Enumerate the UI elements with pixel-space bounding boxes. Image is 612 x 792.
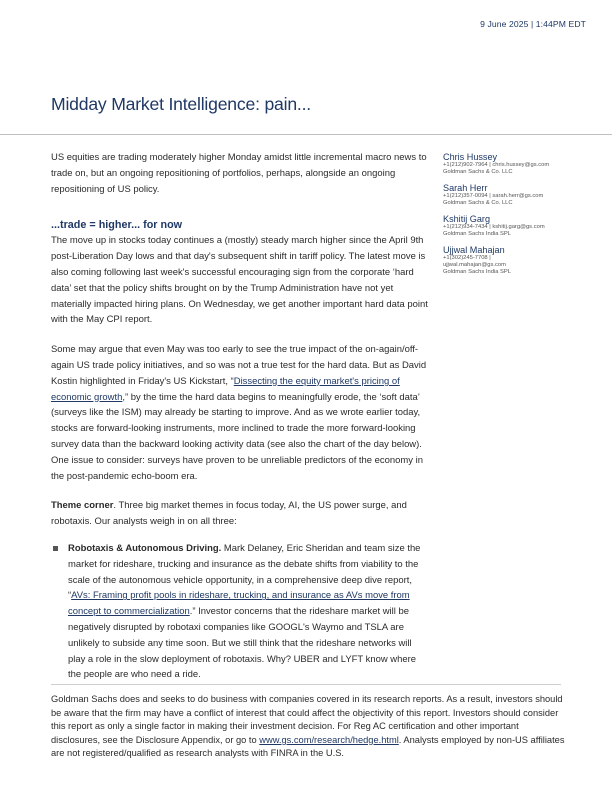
author-name: Kshitij Garg [443, 214, 491, 224]
market-paragraph: The move up in stocks today continues a (mostly) steady march higher since the April 9th post-Liberation Day lows and that day's subsequent shift in tariff policy. The latest move is also coming following last week's successful encouraging sign from the corporate ‘hard data’ set that the policy shifts brought on by the Trump Administration have not yet materially impacted hiring plans. On Wednesday, we get another important hard data point with the May CPI report. [51, 235, 428, 326]
main-body [51, 150, 429, 683]
author-firm: Goldman Sachs & Co. LLC [443, 169, 513, 175]
hard-data-text-start: Some may argue that even May was too early to see the true impact of the on-again/off-again US trade policy initiatives, and so was not a true test for the hard data. But as David Kostin highlighted in Friday's US Kickstart, “ [51, 344, 427, 387]
theme-corner-text: . Three big market themes in focus today, AI, the US power surge, and robotaxis. Our analysts weigh in on all three: [51, 500, 407, 528]
author-firm: Goldman Sachs India SPL [443, 231, 511, 237]
author-contact[interactable]: +1(212)357-0094 | sarah.herr@gs.com [443, 193, 544, 199]
report-dateline: 9 June 2025 | 1:44PM EDT [480, 19, 586, 29]
theme-corner-paragraph [51, 498, 429, 530]
author-name: Sarah Herr [443, 183, 488, 193]
kickstart-report-link[interactable]: Dissecting the equity market's pricing of economic growth [51, 375, 400, 403]
theme-corner-label: Theme corner [51, 500, 114, 512]
author-block [443, 183, 593, 207]
disclaimer [51, 693, 566, 761]
title-divider [0, 134, 612, 135]
author-firm: Goldman Sachs India SPL [443, 269, 511, 275]
intro-paragraph: US equities are trading moderately higher Monday amidst little incremental macro news to trade on, but an ongoing repositioning of portfolios, perhaps, alongside an ongoing repositioning of US policy. [51, 152, 427, 195]
author-email[interactable]: ujjwal.mahajan@gs.com [443, 262, 506, 268]
footer-divider [51, 684, 561, 685]
hard-data-text-end: ,” by the time the hard data begins to meaningfully erode, the ‘soft data’ (surveys like the ISM) may already be starting to improve. And as we wrote earlier today, stocks are forward-looking instruments, more inclined to trade the more forward-looking survey data than the backward looking activity data (see also the chart of the day below). One issue to consider: surveys have proven to be unreliable predictors of the economy in the post-pandemic echo-boom era. [51, 391, 423, 482]
square-bullet-icon [53, 546, 58, 551]
author-contact[interactable]: +1(212)902-7964 | chris.hussey@gs.com [443, 162, 550, 168]
author-firm: Goldman Sachs & Co. LLC [443, 200, 513, 206]
authors-sidebar [443, 152, 593, 283]
bullet-label: Robotaxis & Autonomous Driving. [68, 542, 222, 554]
author-contact[interactable]: +1(302)245-7708 | [443, 255, 491, 261]
author-block [443, 214, 593, 238]
author-block [443, 245, 593, 276]
page-title: Midday Market Intelligence: pain... [51, 93, 311, 114]
disclaimer-text-start: Goldman Sachs does and seeks to do business with companies covered in its research reports. As a result, investors should be aware that the firm may have a conflict of interest that could affect the objectivity of this report. Investors should consider this report as only a single factor in making their investment decision. For Reg AC certification and other important disclosures, see the Disclosure Appendix, or go to [51, 694, 563, 745]
list-item [51, 541, 429, 683]
av-report-link[interactable]: AVs: Framing profit pools in rideshare, trucking, and insurance as AVs move from concept to commercialization [68, 590, 410, 618]
author-block [443, 152, 593, 176]
section-heading: ...trade = higher... for now [51, 219, 183, 232]
theme-bullet-list [51, 541, 429, 683]
bullet-text-start: Mark Delaney, Eric Sheridan and team size the market for rideshare, trucking and insurance as the debate shifts from viability to the scale of the autonomous vehicle opportunity, in a comprehensive deep dive report, “ [68, 542, 421, 602]
disclaimer-text-end: . Analysts employed by non-US affiliates are not registered/qualified as research analysts with FINRA in the U.S. [51, 734, 565, 759]
author-contact[interactable]: +1(212)934-7434 | kshitij.garg@gs.com [443, 224, 545, 230]
hard-data-paragraph [51, 342, 429, 484]
author-name: Ujjwal Mahajan [443, 245, 505, 255]
disclosure-link[interactable]: www.gs.com/research/hedge.html [259, 734, 399, 745]
author-name: Chris Hussey [443, 152, 498, 162]
bullet-text-end: .” Investor concerns that the rideshare market will be negatively disrupted by robotaxi companies like GOOGL's Waymo and TSLA are unlikely to subside any time soon. But we still think that the rideshare networks will play a role in the slow deployment of robotaxis. Why? UBER and LYFT know where the people are who need a ride. [68, 606, 416, 681]
